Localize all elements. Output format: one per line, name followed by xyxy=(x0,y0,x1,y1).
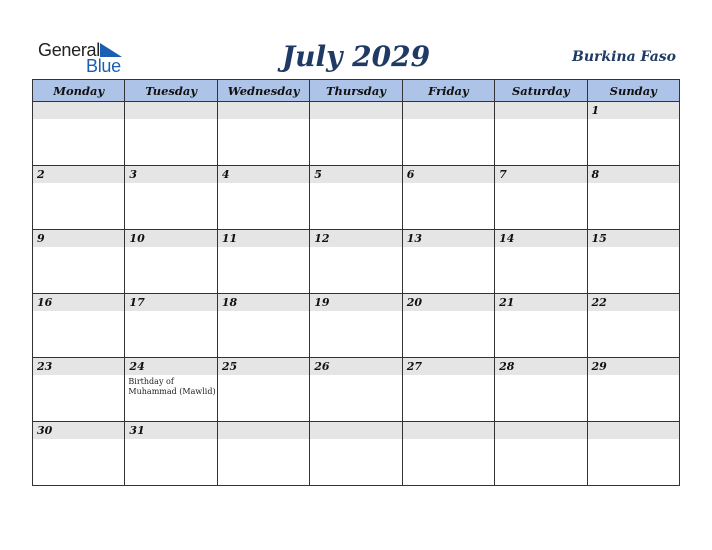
day-cell xyxy=(495,166,587,230)
day-cell xyxy=(33,294,125,358)
weekday-header: Sunday xyxy=(587,80,679,102)
day-number-bar xyxy=(125,102,216,119)
day-number: 31 xyxy=(129,424,145,437)
day-number: 12 xyxy=(314,232,330,245)
day-number-bar xyxy=(125,422,216,439)
day-cell xyxy=(495,230,587,294)
day-number: 20 xyxy=(406,296,422,309)
weekday-header: Thursday xyxy=(310,80,402,102)
day-cell xyxy=(402,294,494,358)
day-number-bar xyxy=(218,166,309,183)
day-number: 17 xyxy=(129,296,145,309)
day-number-bar xyxy=(403,294,494,311)
week-row xyxy=(33,166,680,230)
day-number: 5 xyxy=(314,168,322,181)
day-number: 30 xyxy=(37,424,53,437)
day-number: 29 xyxy=(591,360,607,373)
day-number-bar xyxy=(218,230,309,247)
weekday-header: Wednesday xyxy=(217,80,309,102)
day-cell xyxy=(217,422,309,486)
day-cell xyxy=(125,166,217,230)
week-row xyxy=(33,358,680,422)
day-cell xyxy=(125,358,217,422)
day-cell xyxy=(33,166,125,230)
day-number-bar xyxy=(588,166,679,183)
day-cell xyxy=(33,102,125,166)
day-number-bar xyxy=(310,102,401,119)
day-cell xyxy=(587,166,679,230)
page-title: July 2029 xyxy=(281,40,431,73)
day-number-bar xyxy=(495,358,586,375)
day-number-bar xyxy=(33,230,124,247)
day-number-bar xyxy=(33,422,124,439)
day-number-bar xyxy=(588,294,679,311)
day-number-bar xyxy=(495,294,586,311)
day-cell xyxy=(587,102,679,166)
day-number-bar xyxy=(33,358,124,375)
day-number-bar xyxy=(495,422,586,439)
weekday-header: Friday xyxy=(402,80,494,102)
day-number: 28 xyxy=(499,360,515,373)
day-number: 16 xyxy=(37,296,53,309)
day-number-bar xyxy=(218,358,309,375)
day-number-bar xyxy=(495,166,586,183)
day-number-bar xyxy=(588,102,679,119)
day-number: 21 xyxy=(499,296,515,309)
day-number: 2 xyxy=(37,168,45,181)
day-number-bar xyxy=(403,102,494,119)
day-number: 15 xyxy=(591,232,607,245)
day-number-bar xyxy=(125,358,216,375)
day-number-bar xyxy=(310,422,401,439)
day-cell xyxy=(310,294,402,358)
week-row xyxy=(33,294,680,358)
day-number: 25 xyxy=(221,360,238,373)
day-number: 18 xyxy=(221,296,238,309)
day-cell xyxy=(310,422,402,486)
day-cell xyxy=(125,102,217,166)
day-number: 19 xyxy=(314,296,330,309)
day-cell xyxy=(217,230,309,294)
day-number: 14 xyxy=(499,232,515,245)
weekday-header: Monday xyxy=(33,80,125,102)
day-cell xyxy=(125,230,217,294)
day-cell xyxy=(495,102,587,166)
day-number-bar xyxy=(33,294,124,311)
day-number-bar xyxy=(33,102,124,119)
day-cell xyxy=(587,230,679,294)
day-cell xyxy=(495,422,587,486)
day-number-bar xyxy=(310,166,401,183)
day-number-bar xyxy=(125,230,216,247)
weekday-header-row xyxy=(33,80,680,102)
day-cell xyxy=(310,166,402,230)
day-number: 23 xyxy=(37,360,53,373)
day-cell xyxy=(402,230,494,294)
day-number: 8 xyxy=(591,168,600,181)
logo-blue-text: Blue xyxy=(86,56,121,76)
day-number-bar xyxy=(310,294,401,311)
day-cell xyxy=(217,358,309,422)
day-cell xyxy=(495,358,587,422)
day-number-bar xyxy=(33,166,124,183)
day-cell xyxy=(402,358,494,422)
day-cell xyxy=(217,294,309,358)
day-number: 3 xyxy=(129,168,138,181)
day-number-bar xyxy=(310,358,401,375)
calendar-grid xyxy=(32,79,680,486)
day-number-bar xyxy=(588,358,679,375)
day-number: 26 xyxy=(314,360,330,373)
weekday-header: Tuesday xyxy=(125,80,217,102)
day-number: 10 xyxy=(129,232,145,245)
day-cell xyxy=(310,102,402,166)
day-number-bar xyxy=(588,230,679,247)
day-cell xyxy=(402,166,494,230)
day-cell xyxy=(310,358,402,422)
day-number: 24 xyxy=(129,360,145,373)
day-number: 7 xyxy=(499,168,507,181)
week-row xyxy=(33,230,680,294)
day-cell xyxy=(33,358,125,422)
day-cell xyxy=(217,102,309,166)
day-cell xyxy=(402,422,494,486)
holiday-event: Birthday of Muhammad (Mawlid) xyxy=(128,377,216,396)
day-number-bar xyxy=(218,294,309,311)
day-number-bar xyxy=(588,422,679,439)
country-label: Burkina Faso xyxy=(572,49,676,65)
day-number: 4 xyxy=(221,168,230,181)
day-cell xyxy=(587,294,679,358)
day-number: 27 xyxy=(406,360,422,373)
day-number-bar xyxy=(218,422,309,439)
weekday-header: Saturday xyxy=(495,80,587,102)
day-cell xyxy=(125,422,217,486)
logo-general-text: General xyxy=(38,40,100,60)
day-number-bar xyxy=(403,358,494,375)
day-number-bar xyxy=(218,102,309,119)
week-row xyxy=(33,422,680,486)
day-cell xyxy=(310,230,402,294)
day-number-bar xyxy=(125,166,216,183)
day-cell xyxy=(217,166,309,230)
day-number-bar xyxy=(310,230,401,247)
day-cell xyxy=(125,294,217,358)
day-number: 9 xyxy=(37,232,45,245)
day-cell xyxy=(33,230,125,294)
day-number: 1 xyxy=(591,104,600,117)
day-number: 22 xyxy=(591,296,607,309)
day-number-bar xyxy=(403,230,494,247)
day-number-bar xyxy=(403,422,494,439)
day-number-bar xyxy=(495,230,586,247)
day-number-bar xyxy=(403,166,494,183)
day-cell xyxy=(587,358,679,422)
week-row xyxy=(33,102,680,166)
day-number: 6 xyxy=(406,168,415,181)
day-cell xyxy=(587,422,679,486)
day-number-bar xyxy=(495,102,586,119)
day-cell xyxy=(495,294,587,358)
day-number-bar xyxy=(125,294,216,311)
day-number: 11 xyxy=(221,232,238,245)
day-number: 13 xyxy=(406,232,422,245)
day-cell xyxy=(33,422,125,486)
day-cell xyxy=(402,102,494,166)
